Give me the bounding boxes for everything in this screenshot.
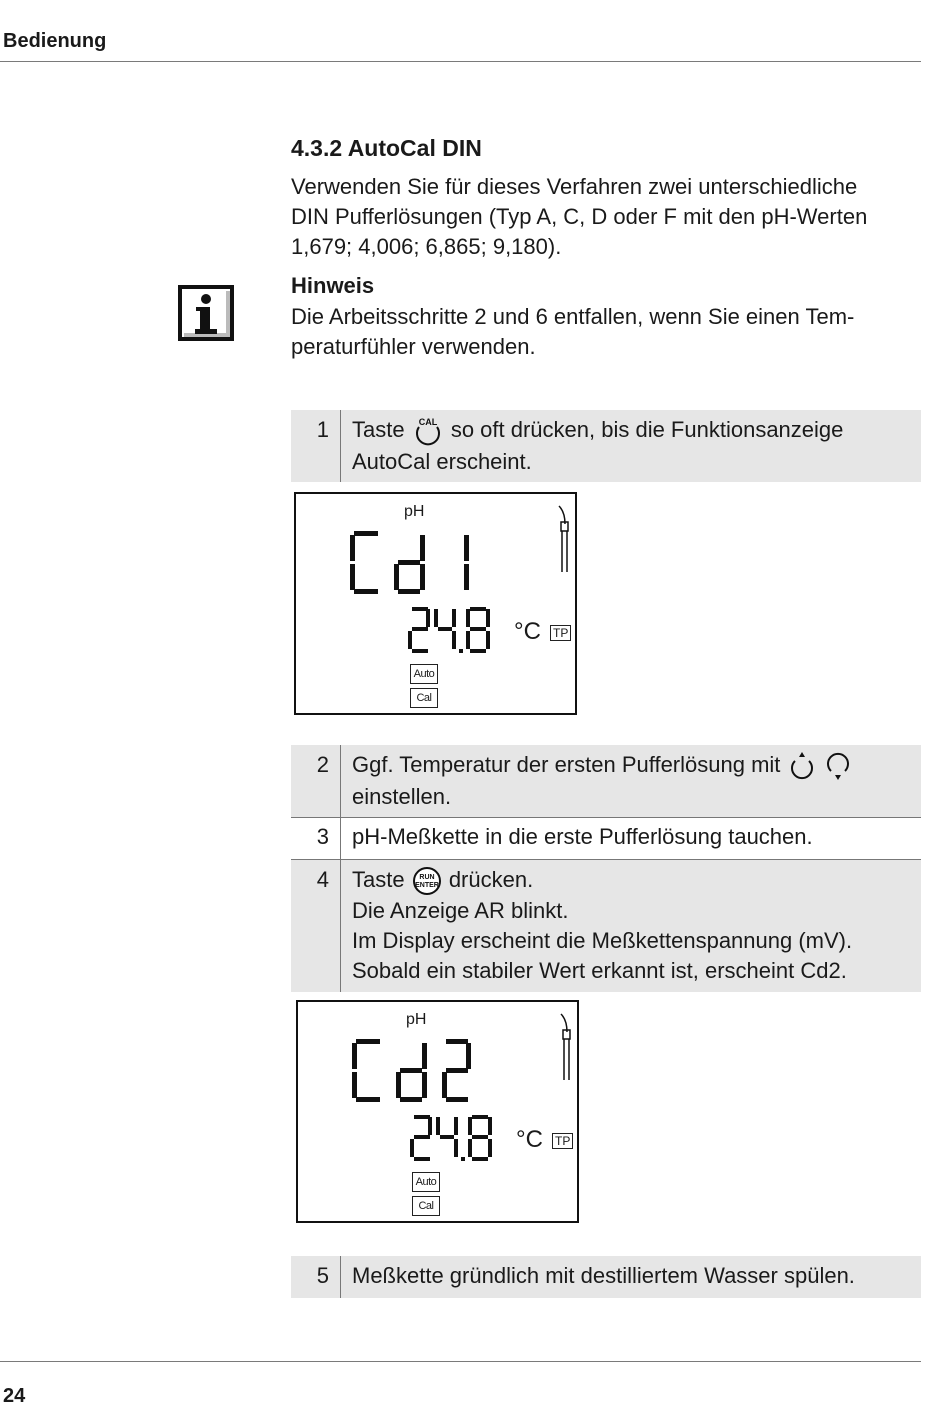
tp-indicator: TP xyxy=(550,625,571,641)
step-text: Ggf. Temperatur der ersten Pufferlösung mit xyxy=(352,752,781,777)
intro-line: 1,679; 4,006; 6,865; 9,180). xyxy=(291,234,562,259)
run-enter-key-icon xyxy=(411,866,443,896)
header-rule xyxy=(0,61,921,62)
step-number: 1 xyxy=(291,410,341,482)
temperature-readout xyxy=(408,607,498,653)
step-text: drücken. xyxy=(442,867,534,892)
up-key-icon xyxy=(787,750,817,782)
running-header: Bedienung xyxy=(3,30,107,52)
note-line: peraturfühler verwenden. xyxy=(291,334,536,359)
cal-key-icon xyxy=(411,415,445,447)
step-text: Im Display erscheint die Meßkettenspannung (mV). xyxy=(352,928,853,954)
cal-key-label: CAL xyxy=(418,417,437,428)
footer-rule xyxy=(0,1361,921,1362)
note-text xyxy=(291,302,921,362)
cal-indicator: Cal xyxy=(412,1196,440,1216)
step-2 xyxy=(291,745,921,817)
ph-label: pH xyxy=(404,503,425,520)
step-text: so oft drücken, bis die Funktionsanzeige xyxy=(444,417,844,442)
main-readout xyxy=(348,531,478,595)
cal-indicator: Cal xyxy=(410,688,438,708)
run-key-label: RUN xyxy=(419,874,435,882)
info-icon xyxy=(178,285,234,341)
step-text: AutoCal erscheint. xyxy=(352,449,532,475)
auto-indicator: Auto xyxy=(412,1172,440,1192)
step-text: pH-Meßkette in die erste Pufferlösung tauchen. xyxy=(352,824,813,849)
page-number: 24 xyxy=(3,1385,26,1407)
temperature-readout xyxy=(410,1115,500,1161)
step-1 xyxy=(291,410,921,482)
intro-paragraph xyxy=(291,172,921,262)
electrode-icon xyxy=(553,1012,577,1084)
auto-indicator: Auto xyxy=(410,664,438,684)
step-number: 2 xyxy=(291,745,341,817)
step-text: Die Anzeige AR blinkt. xyxy=(352,898,569,924)
step-text: Taste xyxy=(352,417,411,442)
intro-line: DIN Pufferlösungen (Typ A, C, D oder F mit den pH-Werten xyxy=(291,204,868,229)
main-readout xyxy=(350,1039,480,1103)
section-title: 4.3.2 AutoCal DIN xyxy=(291,135,482,161)
note-title: Hinweis xyxy=(291,273,375,298)
step-text: Meßkette gründlich mit destilliertem Wasser spülen. xyxy=(352,1263,855,1288)
step-number: 5 xyxy=(291,1256,341,1298)
step-text: Taste xyxy=(352,867,411,892)
note-line: Die Arbeitsschritte 2 und 6 entfallen, wenn Sie einen Tem- xyxy=(291,304,855,329)
intro-line: Verwenden Sie für dieses Verfahren zwei unterschiedliche xyxy=(291,174,858,199)
tp-indicator: TP xyxy=(552,1133,573,1149)
ph-label: pH xyxy=(406,1011,427,1028)
step-text: Sobald ein stabiler Wert erkannt ist, erscheint Cd2. xyxy=(352,958,847,984)
electrode-icon xyxy=(551,504,575,576)
lcd-display-1 xyxy=(294,492,577,715)
down-key-icon xyxy=(823,750,853,782)
enter-key-label: ENTER xyxy=(414,882,439,890)
step-4 xyxy=(291,860,921,992)
step-text: einstellen. xyxy=(352,784,452,810)
step-number: 3 xyxy=(291,818,341,859)
celsius-unit: °C xyxy=(516,1126,543,1153)
step-number: 4 xyxy=(291,860,341,992)
celsius-unit: °C xyxy=(514,618,541,645)
step-5 xyxy=(291,1256,921,1298)
lcd-display-2 xyxy=(296,1000,579,1223)
step-3 xyxy=(291,818,921,859)
